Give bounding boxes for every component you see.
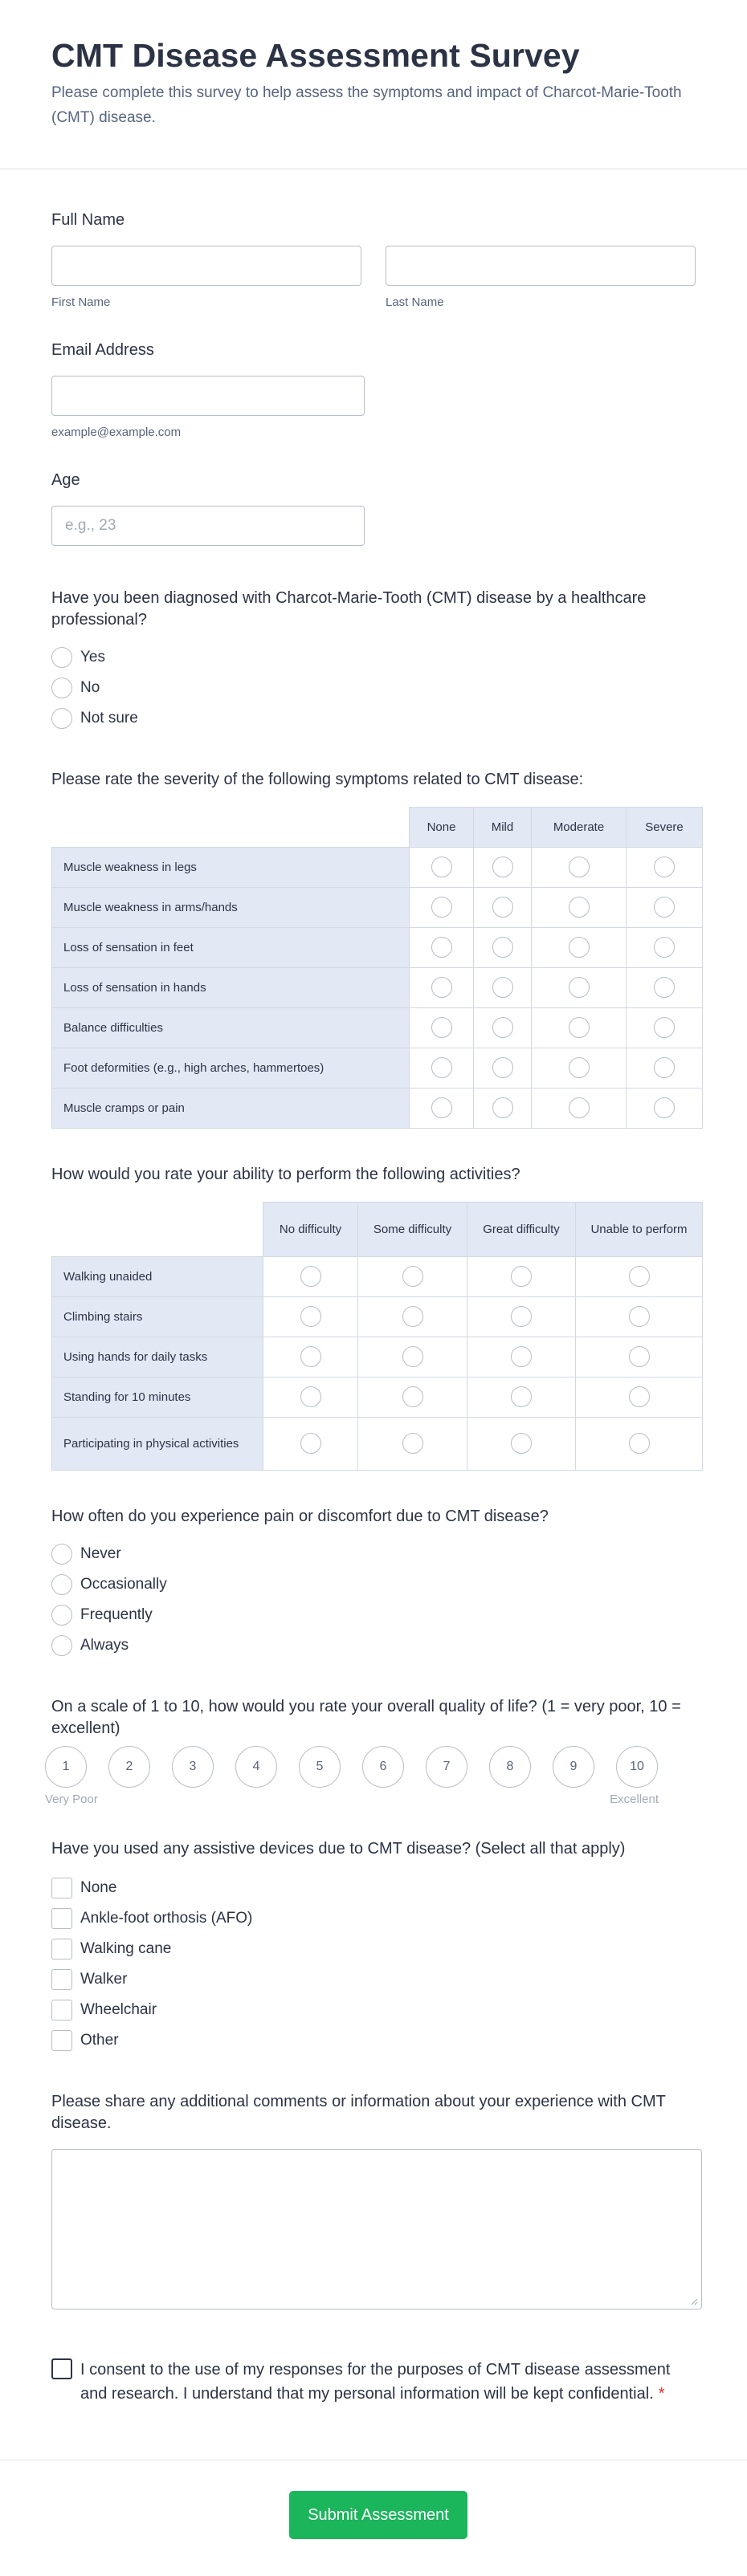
table-row	[52, 1417, 703, 1470]
page-description: Please complete this survey to help assess the symptoms and impact of Charcot-Marie-Tooth (CMT) disease.	[51, 84, 682, 126]
severity-row-label: Muscle weakness in arms/hands	[52, 887, 410, 927]
matrix-radio[interactable]	[431, 1097, 452, 1118]
pain-option-never[interactable]	[51, 1539, 696, 1569]
diagnosed-option-not-sure[interactable]	[51, 703, 696, 734]
first-name-sublabel: First Name	[51, 295, 111, 309]
option-label: Wheelchair	[80, 2000, 157, 2018]
diagnosed-option-yes[interactable]	[51, 642, 696, 673]
radio-button[interactable]	[51, 1635, 72, 1656]
table-row	[52, 1337, 703, 1377]
matrix-radio[interactable]	[402, 1266, 423, 1287]
email-input[interactable]	[51, 376, 365, 416]
ability-col-some-difficulty: Some difficulty	[358, 1202, 467, 1256]
matrix-radio[interactable]	[492, 1017, 513, 1038]
age-placeholder: e.g., 23	[65, 516, 116, 534]
ability-row-label: Walking unaided	[52, 1256, 263, 1296]
full-name-label: Full Name	[51, 210, 125, 229]
matrix-radio[interactable]	[511, 1306, 532, 1327]
page-title: CMT Disease Assessment Survey	[51, 37, 580, 74]
comments-question	[51, 2091, 696, 2309]
submit-button[interactable]: Submit Assessment	[289, 2491, 467, 2539]
scale-option-1[interactable]: 1	[45, 1746, 87, 1788]
devices-label: Have you used any assistive devices due to CMT disease? (Select all that apply)	[51, 1839, 626, 1858]
ability-label: How would you rate your ability to perform the following activities?	[51, 1165, 520, 1183]
pain-option-occasionally[interactable]	[51, 1569, 696, 1600]
diagnosed-option-no[interactable]	[51, 673, 696, 703]
checkbox[interactable]	[51, 1939, 72, 1959]
matrix-radio[interactable]	[431, 937, 452, 958]
consent-checkbox[interactable]	[51, 2358, 72, 2379]
consent-label	[80, 2358, 675, 2406]
checkbox[interactable]	[51, 1878, 72, 1898]
option-label: Yes	[80, 648, 105, 665]
matrix-radio[interactable]	[629, 1306, 650, 1327]
matrix-radio[interactable]	[629, 1433, 650, 1454]
matrix-radio[interactable]	[654, 937, 675, 958]
matrix-radio[interactable]	[431, 977, 452, 998]
matrix-radio[interactable]	[492, 857, 513, 877]
diagnosed-question	[51, 588, 696, 734]
table-row	[52, 847, 703, 887]
consent-text: I consent to the use of my responses for the purposes of CMT disease assessment and research. I understand that my personal information will be kept confidential.	[80, 2360, 671, 2403]
matrix-radio[interactable]	[569, 1097, 590, 1118]
matrix-radio[interactable]	[569, 977, 590, 998]
table-row	[52, 967, 703, 1007]
pain-option-frequently[interactable]	[51, 1600, 696, 1630]
matrix-radio[interactable]	[569, 857, 590, 877]
matrix-radio[interactable]	[569, 897, 590, 918]
matrix-radio[interactable]	[300, 1433, 321, 1454]
matrix-radio[interactable]	[511, 1386, 532, 1407]
table-row	[52, 1088, 703, 1128]
required-mark: *	[658, 2384, 665, 2403]
severity-label: Please rate the severity of the following symptoms related to CMT disease:	[51, 770, 584, 788]
pain-option-always[interactable]	[51, 1630, 696, 1661]
matrix-radio[interactable]	[431, 1017, 452, 1038]
matrix-radio[interactable]	[654, 977, 675, 998]
table-row	[52, 1296, 703, 1337]
matrix-radio[interactable]	[569, 1017, 590, 1038]
radio-button[interactable]	[51, 1574, 72, 1595]
table-row	[52, 1256, 703, 1296]
severity-question	[51, 769, 696, 1129]
severity-col-moderate: Moderate	[532, 807, 627, 847]
matrix-radio[interactable]	[300, 1266, 321, 1287]
ability-row-label: Using hands for daily tasks	[52, 1337, 263, 1377]
matrix-radio[interactable]	[402, 1306, 423, 1327]
last-name-sublabel: Last Name	[386, 295, 444, 309]
scale-high-label: Excellent	[610, 1792, 659, 1806]
severity-col-none: None	[410, 807, 474, 847]
radio-button[interactable]	[51, 1544, 72, 1565]
option-label: Walking cane	[80, 1939, 172, 1957]
device-option-wheelchair[interactable]	[51, 1995, 696, 2025]
option-label: Ankle-foot orthosis (AFO)	[80, 1909, 253, 1927]
matrix-radio[interactable]	[629, 1346, 650, 1367]
severity-row-label: Muscle cramps or pain	[52, 1088, 410, 1128]
radio-button[interactable]	[51, 1605, 72, 1626]
matrix-radio[interactable]	[402, 1433, 423, 1454]
checkbox[interactable]	[51, 1969, 72, 1990]
scale-option-3[interactable]: 3	[172, 1746, 214, 1788]
device-option-none[interactable]	[51, 1873, 696, 1903]
ability-col-no-difficulty: No difficulty	[263, 1202, 358, 1256]
pain-question	[51, 1506, 696, 1661]
matrix-radio[interactable]	[569, 1057, 590, 1078]
table-row	[52, 887, 703, 927]
scale-option-6[interactable]: 6	[362, 1746, 404, 1788]
matrix-radio[interactable]	[654, 1017, 675, 1038]
table-row	[52, 1377, 703, 1417]
scale-option-10[interactable]: 10	[616, 1746, 658, 1788]
age-field	[51, 470, 696, 546]
matrix-radio[interactable]	[492, 977, 513, 998]
radio-button[interactable]	[51, 647, 72, 668]
age-label: Age	[51, 470, 80, 489]
severity-row-label: Muscle weakness in legs	[52, 847, 410, 887]
ability-row-label: Standing for 10 minutes	[52, 1377, 263, 1417]
matrix-radio[interactable]	[431, 1057, 452, 1078]
device-option-walker[interactable]	[51, 1964, 696, 1995]
ability-col-great-difficulty: Great difficulty	[467, 1202, 576, 1256]
scale-option-8[interactable]: 8	[489, 1746, 531, 1788]
ability-row-label: Climbing stairs	[52, 1296, 263, 1337]
matrix-radio[interactable]	[511, 1266, 532, 1287]
scale-option-7[interactable]: 7	[426, 1746, 467, 1788]
email-label: Email Address	[51, 340, 154, 359]
age-input[interactable]	[51, 506, 365, 546]
severity-col-mild: Mild	[474, 807, 532, 847]
diagnosed-label: Have you been diagnosed with Charcot-Marie-Tooth (CMT) disease by a healthcare professional?	[51, 588, 647, 629]
survey-form	[0, 210, 747, 2406]
checkbox[interactable]	[51, 2000, 72, 2021]
matrix-radio[interactable]	[492, 1057, 513, 1078]
radio-button[interactable]	[51, 708, 72, 729]
option-label: Walker	[80, 1970, 128, 1988]
ability-row-label: Participating in physical activities	[52, 1417, 263, 1470]
matrix-radio[interactable]	[492, 1097, 513, 1118]
option-label: Not sure	[80, 709, 138, 726]
scale-option-4[interactable]: 4	[235, 1746, 277, 1788]
quality-question	[45, 1696, 696, 1806]
form-header	[0, 0, 747, 169]
matrix-radio[interactable]	[569, 937, 590, 958]
option-label: Occasionally	[80, 1575, 167, 1593]
option-label: Never	[80, 1544, 121, 1562]
ability-col-unable: Unable to perform	[576, 1202, 703, 1256]
option-label: Always	[80, 1636, 129, 1654]
checkbox[interactable]	[51, 1908, 72, 1929]
option-label: Other	[80, 2031, 119, 2049]
severity-matrix	[51, 807, 703, 1129]
matrix-corner	[52, 1202, 263, 1256]
matrix-radio[interactable]	[654, 1057, 675, 1078]
quality-label: On a scale of 1 to 10, how would you rate your overall quality of life? (1 = very poor, 10 = excellent)	[51, 1697, 681, 1737]
consent-field[interactable]	[51, 2358, 696, 2406]
device-option-cane[interactable]	[51, 1934, 696, 1964]
option-label: No	[80, 678, 100, 696]
ability-matrix	[51, 1202, 703, 1471]
device-option-other[interactable]	[51, 2025, 696, 2056]
comments-textarea[interactable]	[51, 2149, 702, 2309]
matrix-radio[interactable]	[629, 1386, 650, 1407]
radio-button[interactable]	[51, 678, 72, 698]
severity-row-label: Loss of sensation in feet	[52, 927, 410, 967]
matrix-radio[interactable]	[629, 1266, 650, 1287]
severity-row-label: Balance difficulties	[52, 1007, 410, 1048]
matrix-radio[interactable]	[492, 897, 513, 918]
matrix-corner	[52, 807, 410, 847]
comments-label: Please share any additional comments or information about your experience with CMT disease.	[51, 2092, 666, 2132]
checkbox[interactable]	[51, 2030, 72, 2051]
ability-question	[51, 1164, 696, 1471]
matrix-radio[interactable]	[654, 857, 675, 877]
matrix-radio[interactable]	[300, 1386, 321, 1407]
matrix-radio[interactable]	[511, 1433, 532, 1454]
matrix-radio[interactable]	[402, 1386, 423, 1407]
matrix-radio[interactable]	[492, 937, 513, 958]
matrix-radio[interactable]	[300, 1346, 321, 1367]
matrix-radio[interactable]	[431, 857, 452, 877]
last-name-input[interactable]	[386, 246, 696, 286]
severity-row-label: Foot deformities (e.g., high arches, hammertoes)	[52, 1048, 410, 1088]
option-label: None	[80, 1878, 117, 1896]
email-sublabel: example@example.com	[51, 425, 182, 439]
table-row	[52, 927, 703, 967]
severity-row-label: Loss of sensation in hands	[52, 967, 410, 1007]
matrix-radio[interactable]	[654, 1097, 675, 1118]
scale-low-label: Very Poor	[45, 1792, 98, 1806]
scale-option-5[interactable]: 5	[299, 1746, 341, 1788]
device-option-afo[interactable]	[51, 1903, 696, 1934]
table-row	[52, 1007, 703, 1048]
devices-question	[51, 1838, 696, 2056]
email-field	[51, 340, 696, 439]
table-row	[52, 1048, 703, 1088]
matrix-radio[interactable]	[654, 897, 675, 918]
matrix-radio[interactable]	[402, 1346, 423, 1367]
resize-handle-icon[interactable]	[690, 2297, 698, 2305]
option-label: Frequently	[80, 1605, 153, 1623]
scale-option-2[interactable]: 2	[108, 1746, 150, 1788]
matrix-radio[interactable]	[300, 1306, 321, 1327]
matrix-radio[interactable]	[431, 897, 452, 918]
pain-label: How often do you experience pain or discomfort due to CMT disease?	[51, 1507, 549, 1525]
first-name-input[interactable]	[51, 246, 361, 286]
severity-col-severe: Severe	[627, 807, 703, 847]
full-name-field	[51, 210, 696, 309]
matrix-radio[interactable]	[511, 1346, 532, 1367]
scale-option-9[interactable]: 9	[553, 1746, 594, 1788]
quality-scale	[45, 1746, 696, 1788]
